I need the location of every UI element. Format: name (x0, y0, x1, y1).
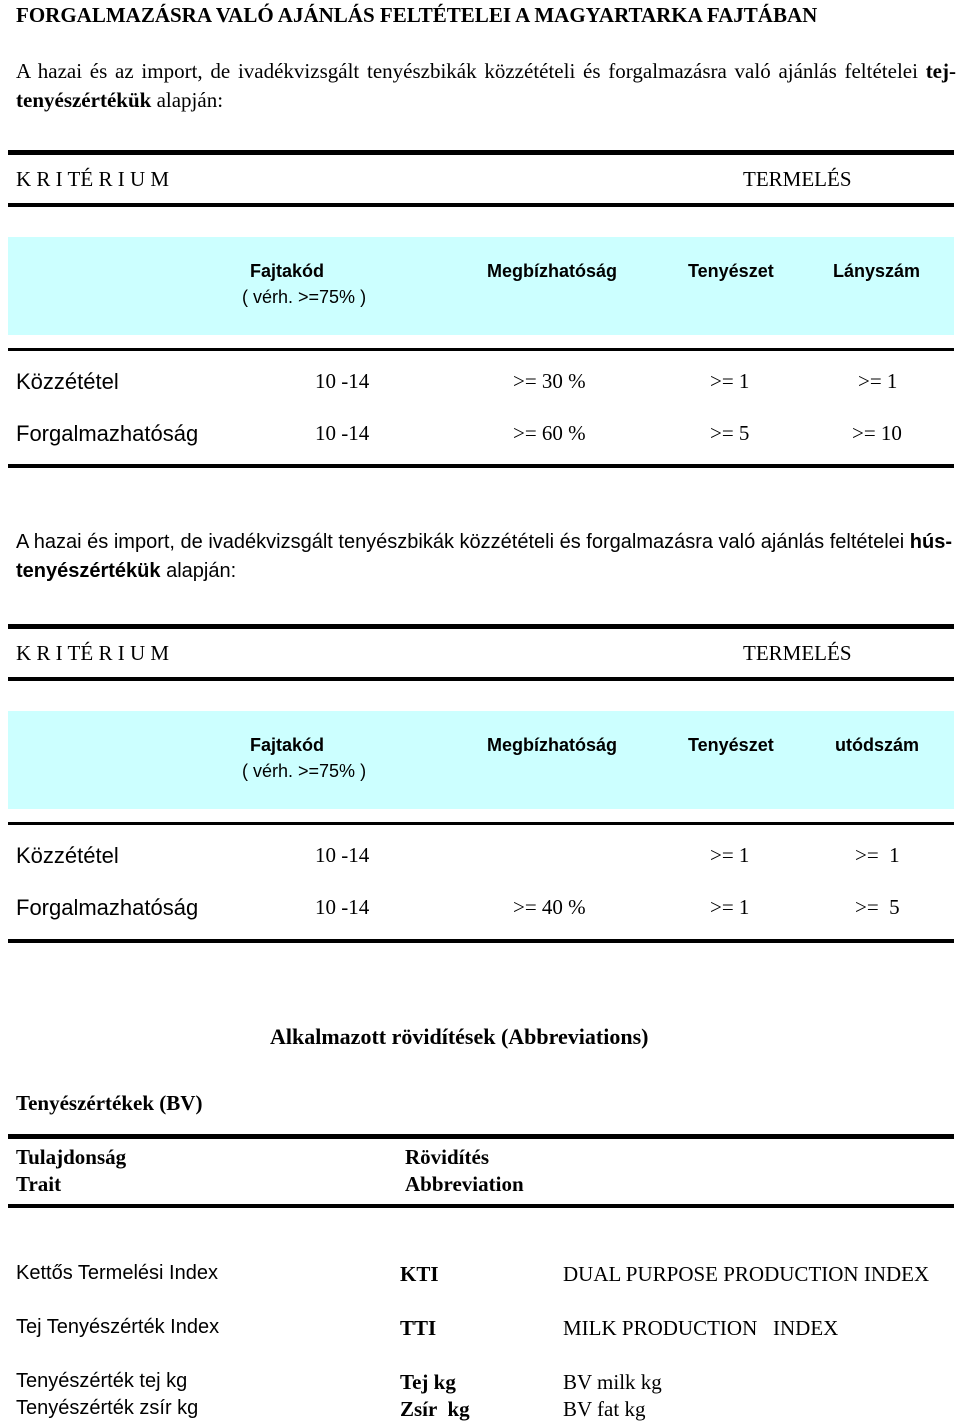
beef-band-rule (8, 822, 954, 825)
milk-criterion-label: K R I TÉ R I U M (16, 167, 170, 191)
beef-row-herds: >= 1 (710, 843, 750, 867)
abbr-code: TTI (400, 1316, 437, 1340)
beef-bottom-rule (8, 939, 954, 943)
beef-col-breed-code-note: ( vérh. >=75% ) (242, 761, 367, 781)
milk-col-reliability: Megbízhatóság (487, 261, 618, 281)
beef-col-breed-code: Fajtakód (250, 735, 325, 755)
abbr-code: KTI (400, 1262, 439, 1286)
milk-intro-suffix: alapján: (151, 88, 224, 112)
abbr-col-trait-hu: Tulajdonság (16, 1145, 127, 1169)
beef-row-count: >= 5 (855, 895, 900, 919)
beef-intro (16, 528, 956, 586)
beef-production-label: TERMELÉS (743, 641, 852, 665)
milk-band-rule (8, 348, 954, 351)
abbr-english: DUAL PURPOSE PRODUCTION INDEX (563, 1262, 930, 1286)
beef-col-reliability: Megbízhatóság (487, 735, 618, 755)
beef-intro-bold: hús-tenyészértékük (16, 531, 953, 582)
milk-col-breed-code-note: ( vérh. >=75% ) (242, 287, 367, 307)
beef-criterion-label: K R I TÉ R I U M (16, 641, 170, 665)
beef-col-offspring: utódszám (835, 735, 920, 755)
milk-header-rule (8, 203, 954, 207)
milk-row-code: 10 -14 (315, 369, 370, 393)
abbr-code: Tej kg (400, 1370, 456, 1394)
milk-row-code: 10 -14 (315, 421, 370, 445)
abbr-trait: Tenyészérték tej kg (16, 1370, 188, 1392)
milk-row-herds: >= 5 (710, 421, 750, 445)
abbr-col-abbr-hu: Rövidítés (405, 1145, 489, 1169)
beef-intro-text: A hazai és import, de ivadékvizsgált tenyészbikák közzétételi és forgalmazásra való ajánlás feltételei (16, 531, 910, 553)
milk-col-daughters: Lányszám (833, 261, 921, 281)
milk-intro-bold: tej-tenyészértékük (16, 59, 956, 112)
milk-row-label: Forgalmazhatóság (16, 421, 199, 446)
abbr-top-rule (8, 1134, 954, 1139)
beef-row-herds: >= 1 (710, 895, 750, 919)
beef-column-header-band (8, 711, 954, 809)
abbreviations-subheading: Tenyészértékek (BV) (16, 1091, 203, 1115)
milk-col-breed-code: Fajtakód (250, 261, 325, 281)
beef-row-code: 10 -14 (315, 843, 370, 867)
beef-row-reliability: >= 40 % (513, 895, 586, 919)
milk-top-rule (8, 150, 954, 155)
beef-top-rule (8, 624, 954, 629)
abbr-trait: Tenyészérték zsír kg (16, 1397, 199, 1419)
abbr-english: MILK PRODUCTION INDEX (563, 1316, 839, 1340)
abbr-col-trait-en: Trait (16, 1172, 62, 1196)
beef-intro-suffix: alapján: (160, 560, 237, 582)
milk-row-count: >= 1 (858, 369, 898, 393)
beef-row-count: >= 1 (855, 843, 900, 867)
beef-col-herds: Tenyészet (688, 735, 774, 755)
abbr-code: Zsír kg (400, 1397, 470, 1421)
milk-bottom-rule (8, 464, 954, 468)
abbr-trait: Kettős Termelési Index (16, 1262, 218, 1284)
milk-production-label: TERMELÉS (743, 167, 852, 191)
abbr-header-rule (8, 1204, 954, 1208)
beef-header-rule (8, 677, 954, 681)
beef-row-code: 10 -14 (315, 895, 370, 919)
milk-row-herds: >= 1 (710, 369, 750, 393)
abbr-english: BV fat kg (563, 1397, 646, 1421)
abbr-col-abbr-en: Abbreviation (405, 1172, 524, 1196)
beef-row-label: Közzététel (16, 843, 119, 868)
abbr-trait: Tej Tenyészérték Index (16, 1316, 220, 1338)
milk-row-reliability: >= 30 % (513, 369, 586, 393)
milk-intro-text: A hazai és az import, de ivadékvizsgált tenyészbikák közzétételi és forgalmazásra való ajánlás feltételei (16, 59, 926, 83)
milk-col-herds: Tenyészet (688, 261, 774, 281)
abbreviations-heading: Alkalmazott rövidítések (Abbreviations) (270, 1024, 649, 1049)
milk-row-count: >= 10 (852, 421, 902, 445)
abbr-english: BV milk kg (563, 1370, 662, 1394)
milk-intro (16, 57, 956, 115)
beef-row-label: Forgalmazhatóság (16, 895, 199, 920)
milk-row-label: Közzététel (16, 369, 119, 394)
milk-row-reliability: >= 60 % (513, 421, 586, 445)
page-title: FORGALMAZÁSRA VALÓ AJÁNLÁS FELTÉTELEI A MAGYARTARKA FAJTÁBAN (16, 3, 818, 27)
milk-column-header-band (8, 237, 954, 335)
